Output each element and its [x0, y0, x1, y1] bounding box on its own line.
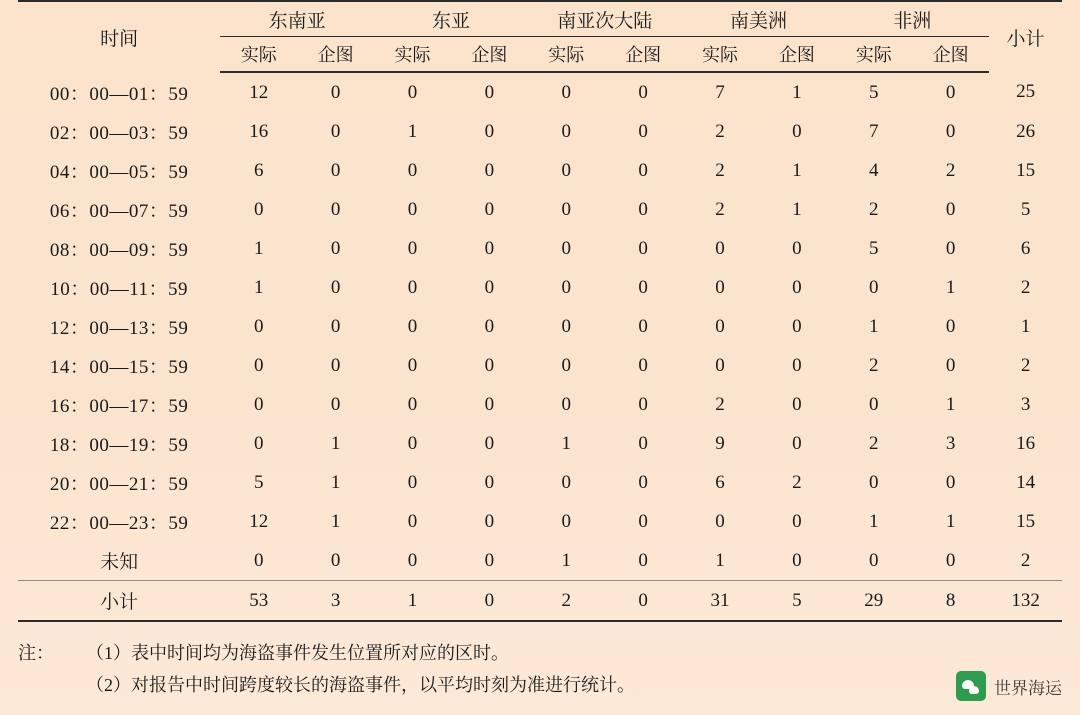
cell-af-actual: 2	[869, 354, 879, 376]
cell-ea-attempt: 0	[484, 510, 495, 532]
cell-ea-actual: 0	[407, 276, 418, 298]
cell-ea-attempt: 0	[484, 198, 495, 220]
cell-sea-actual: 16	[249, 120, 269, 142]
table-row	[18, 151, 1062, 190]
cell-af-actual: 5	[869, 237, 879, 259]
row-time: 14：00—15：59	[49, 357, 189, 378]
cell-row-total: 25	[1016, 81, 1036, 102]
note-line-1	[18, 638, 1062, 670]
cell-row-total: 16	[1016, 432, 1036, 454]
header-sub-sa-actual: 实际	[528, 37, 605, 73]
cell-sa-actual: 0	[561, 354, 572, 376]
table-row	[18, 229, 1062, 268]
cell-af-attempt: 0	[945, 315, 956, 337]
header-sub-sa-attempt: 企图	[605, 37, 682, 73]
cell-sa-actual: 0	[561, 510, 572, 532]
header-group-southeast-asia: 东南亚	[220, 1, 374, 37]
cell-ea-actual: 0	[407, 159, 418, 181]
cell-ea-attempt: 0	[484, 81, 495, 103]
cell-sam-attempt: 0	[792, 393, 802, 415]
cell-sea-attempt: 0	[330, 354, 341, 376]
cell-sea-attempt: 0	[330, 159, 341, 181]
cell-sa-actual: 1	[561, 432, 572, 454]
row-time: 06：00—07：59	[49, 201, 189, 222]
header-group-south-asia: 南亚次大陆	[528, 1, 682, 37]
table-row	[18, 385, 1062, 424]
cell-sam-actual: 2	[715, 393, 725, 415]
cell-af-actual: 2	[869, 198, 879, 220]
note-text-2: （2）对报告中时间跨度较长的海盗事件，以平均时刻为准进行统计。	[86, 674, 635, 695]
cell-sam-actual: 2	[715, 198, 725, 220]
cell-ea-attempt: 0	[484, 120, 495, 142]
cell-row-total: 1	[1020, 315, 1031, 337]
wechat-logo-icon	[956, 671, 986, 701]
cell-sam-actual: 7	[715, 81, 725, 103]
cell-af-attempt: 0	[945, 549, 956, 571]
row-time: 20：00—21：59	[49, 474, 189, 495]
cell-sa-actual: 0	[561, 393, 572, 415]
cell-sam-attempt: 0	[792, 276, 802, 298]
cell-ea-attempt: 0	[484, 549, 495, 571]
cell-sa-attempt: 0	[638, 276, 648, 298]
header-group-south-america: 南美洲	[682, 1, 836, 37]
cell-ea-actual: 0	[407, 354, 418, 376]
cell-sea-actual: 6	[253, 159, 264, 181]
cell-af-attempt: 0	[945, 471, 956, 493]
cell-sea-actual: 0	[253, 393, 264, 415]
cell-ea-actual: 0	[407, 198, 418, 220]
cell-ea-attempt: 0	[484, 432, 495, 454]
cell-ea-attempt: 0	[484, 159, 495, 181]
header-sub-ea-actual: 实际	[374, 37, 451, 73]
row-time: 16：00—17：59	[49, 396, 189, 417]
cell-sea-attempt: 1	[330, 432, 341, 454]
cell-sea-actual: 5	[253, 471, 264, 493]
cell-sea-attempt: 0	[330, 198, 341, 220]
cell-sea-actual: 0	[253, 354, 264, 376]
cell-sam-attempt: 0	[792, 549, 802, 571]
cell-sam-actual: 0	[715, 315, 725, 337]
cell-sa-attempt: 0	[638, 159, 648, 181]
cell-af-actual: 0	[869, 393, 879, 415]
cell-sa-attempt: 0	[638, 120, 648, 142]
cell-ea-actual: 1	[407, 120, 418, 142]
subtotal-sea-attempt: 3	[297, 581, 374, 622]
cell-sam-actual: 9	[715, 432, 725, 454]
cell-sea-attempt: 0	[330, 315, 341, 337]
cell-ea-attempt: 0	[484, 315, 495, 337]
cell-sa-actual: 0	[561, 315, 572, 337]
subtotal-grand-total: 132	[989, 581, 1062, 622]
table-header	[18, 1, 1062, 72]
cell-sam-attempt: 1	[792, 198, 802, 220]
cell-row-total: 2	[1020, 276, 1031, 298]
subtotal-sam-actual: 31	[682, 581, 759, 622]
cell-sam-actual: 1	[715, 549, 725, 571]
cell-ea-actual: 0	[407, 315, 418, 337]
cell-sea-attempt: 1	[330, 510, 341, 532]
header-sub-sam-attempt: 企图	[758, 37, 835, 73]
table-row	[18, 72, 1062, 112]
cell-ea-actual: 0	[407, 393, 418, 415]
cell-af-attempt: 1	[945, 510, 956, 532]
subtotal-ea-actual: 1	[374, 581, 451, 622]
header-time: 时间	[18, 1, 220, 72]
cell-sam-actual: 0	[715, 354, 725, 376]
cell-ea-actual: 0	[407, 432, 418, 454]
cell-af-actual: 5	[869, 81, 879, 103]
table-row	[18, 112, 1062, 151]
cell-sam-attempt: 1	[792, 81, 802, 103]
cell-sam-actual: 2	[715, 159, 725, 181]
cell-sea-actual: 0	[253, 432, 264, 454]
cell-af-actual: 2	[869, 432, 879, 454]
cell-sea-attempt: 0	[330, 237, 341, 259]
cell-af-actual: 7	[869, 120, 879, 142]
header-sub-sea-actual: 实际	[220, 37, 297, 73]
cell-row-total: 2	[1020, 354, 1031, 376]
cell-ea-attempt: 0	[484, 471, 495, 493]
cell-sam-attempt: 0	[792, 315, 802, 337]
row-time: 未知	[100, 552, 139, 573]
cell-ea-attempt: 0	[484, 237, 495, 259]
cell-row-total: 15	[1016, 510, 1036, 532]
table-row	[18, 346, 1062, 385]
cell-af-actual: 0	[869, 471, 879, 493]
notes-label: 注：	[18, 643, 54, 663]
cell-af-actual: 0	[869, 549, 879, 571]
subtotal-af-actual: 29	[835, 581, 912, 622]
cell-sea-actual: 12	[249, 81, 269, 103]
cell-sam-attempt: 0	[792, 510, 802, 532]
cell-row-total: 15	[1016, 159, 1036, 181]
cell-ea-attempt: 0	[484, 393, 495, 415]
cell-sam-attempt: 0	[792, 237, 802, 259]
cell-row-total: 5	[1020, 198, 1031, 220]
cell-sea-actual: 12	[249, 510, 269, 532]
cell-sam-actual: 0	[715, 276, 725, 298]
cell-af-attempt: 2	[945, 159, 956, 181]
cell-sam-attempt: 0	[792, 432, 802, 454]
cell-sa-attempt: 0	[638, 315, 648, 337]
cell-af-attempt: 0	[945, 354, 956, 376]
subtotal-sam-attempt: 5	[758, 581, 835, 622]
cell-sa-attempt: 0	[638, 549, 648, 571]
header-sub-af-actual: 实际	[835, 37, 912, 73]
header-sub-af-attempt: 企图	[912, 37, 989, 73]
cell-row-total: 2	[1020, 549, 1031, 571]
table-row	[18, 307, 1062, 346]
table-body	[18, 72, 1062, 621]
cell-sa-actual: 0	[561, 198, 572, 220]
cell-af-attempt: 0	[945, 81, 956, 103]
cell-sam-attempt: 0	[792, 120, 802, 142]
table-subtotal-row	[18, 581, 1062, 622]
cell-sa-attempt: 0	[638, 510, 648, 532]
cell-sea-attempt: 0	[330, 549, 341, 571]
subtotal-sea-actual: 53	[220, 581, 297, 622]
table-row	[18, 463, 1062, 502]
cell-sam-actual: 6	[715, 471, 725, 493]
cell-sea-actual: 0	[253, 549, 264, 571]
cell-sam-attempt: 0	[792, 354, 802, 376]
watermark-text: 世界海运	[994, 678, 1062, 698]
cell-row-total: 6	[1020, 237, 1031, 259]
row-time: 22：00—23：59	[49, 513, 189, 534]
note-line-2	[18, 670, 1062, 702]
row-time: 08：00—09：59	[49, 240, 189, 261]
cell-sea-attempt: 0	[330, 81, 341, 103]
cell-af-attempt: 3	[945, 432, 956, 454]
cell-af-attempt: 1	[945, 393, 956, 415]
header-sub-sam-actual: 实际	[682, 37, 759, 73]
cell-af-actual: 1	[869, 315, 879, 337]
subtotal-sa-attempt: 0	[605, 581, 682, 622]
row-time: 04：00—05：59	[49, 162, 189, 183]
table-row	[18, 268, 1062, 307]
cell-sa-actual: 0	[561, 276, 572, 298]
watermark	[956, 671, 1062, 701]
cell-ea-actual: 0	[407, 549, 418, 571]
subtotal-label: 小计	[18, 581, 220, 622]
cell-sa-attempt: 0	[638, 471, 648, 493]
cell-sea-attempt: 0	[330, 276, 341, 298]
cell-sa-actual: 1	[561, 549, 572, 571]
cell-sa-attempt: 0	[638, 432, 648, 454]
note-text-1: （1）表中时间均为海盗事件发生位置所对应的区时。	[86, 643, 509, 663]
table-row	[18, 502, 1062, 541]
cell-af-actual: 1	[869, 510, 879, 532]
cell-sam-attempt: 1	[792, 159, 802, 181]
cell-sa-actual: 0	[561, 81, 572, 103]
cell-ea-actual: 0	[407, 510, 418, 532]
cell-sa-attempt: 0	[638, 354, 648, 376]
cell-sa-actual: 0	[561, 237, 572, 259]
cell-sa-actual: 0	[561, 159, 572, 181]
row-time: 18：00—19：59	[49, 435, 189, 456]
cell-sa-actual: 0	[561, 120, 572, 142]
cell-sam-attempt: 2	[792, 471, 802, 493]
cell-ea-actual: 0	[407, 471, 418, 493]
cell-af-attempt: 0	[945, 120, 956, 142]
header-sub-sea-attempt: 企图	[297, 37, 374, 73]
cell-af-attempt: 1	[945, 276, 956, 298]
cell-sea-attempt: 0	[330, 120, 341, 142]
cell-sea-actual: 1	[253, 237, 264, 259]
cell-sam-actual: 0	[715, 510, 725, 532]
row-time: 10：00—11：59	[50, 279, 189, 300]
cell-sam-actual: 2	[715, 120, 725, 142]
cell-sea-attempt: 1	[330, 471, 341, 493]
table-notes	[0, 638, 1080, 701]
table-row	[18, 190, 1062, 229]
row-time: 00：00—01：59	[49, 83, 189, 105]
subtotal-sa-actual: 2	[528, 581, 605, 622]
header-group-africa: 非洲	[835, 1, 989, 37]
subtotal-ea-attempt: 0	[451, 581, 528, 622]
cell-ea-attempt: 0	[484, 354, 495, 376]
header-group-east-asia: 东亚	[374, 1, 528, 37]
pirate-incident-table	[18, 0, 1062, 622]
cell-af-attempt: 0	[945, 237, 956, 259]
cell-ea-actual: 0	[407, 237, 418, 259]
cell-row-total: 14	[1016, 471, 1036, 493]
header-subtotal: 小计	[989, 1, 1062, 72]
cell-ea-attempt: 0	[484, 276, 495, 298]
row-time: 02：00—03：59	[49, 123, 189, 144]
cell-af-actual: 0	[869, 276, 879, 298]
cell-sam-actual: 0	[715, 237, 725, 259]
cell-sa-actual: 0	[561, 471, 572, 493]
cell-sa-attempt: 0	[638, 81, 648, 103]
cell-af-attempt: 0	[945, 198, 956, 220]
cell-sea-attempt: 0	[330, 393, 341, 415]
table-row	[18, 424, 1062, 463]
cell-sa-attempt: 0	[638, 393, 648, 415]
header-sub-ea-attempt: 企图	[451, 37, 528, 73]
cell-row-total: 26	[1016, 120, 1036, 142]
cell-af-actual: 4	[869, 159, 879, 181]
cell-sea-actual: 0	[253, 198, 264, 220]
subtotal-af-attempt: 8	[912, 581, 989, 622]
cell-sea-actual: 1	[253, 276, 264, 298]
cell-row-total: 3	[1020, 393, 1031, 415]
cell-ea-actual: 0	[407, 81, 418, 103]
table-header-group-row	[18, 1, 1062, 37]
cell-sa-attempt: 0	[638, 237, 648, 259]
row-time: 12：00—13：59	[49, 318, 189, 339]
cell-sea-actual: 0	[253, 315, 264, 337]
table-row	[18, 541, 1062, 581]
cell-sa-attempt: 0	[638, 198, 648, 220]
